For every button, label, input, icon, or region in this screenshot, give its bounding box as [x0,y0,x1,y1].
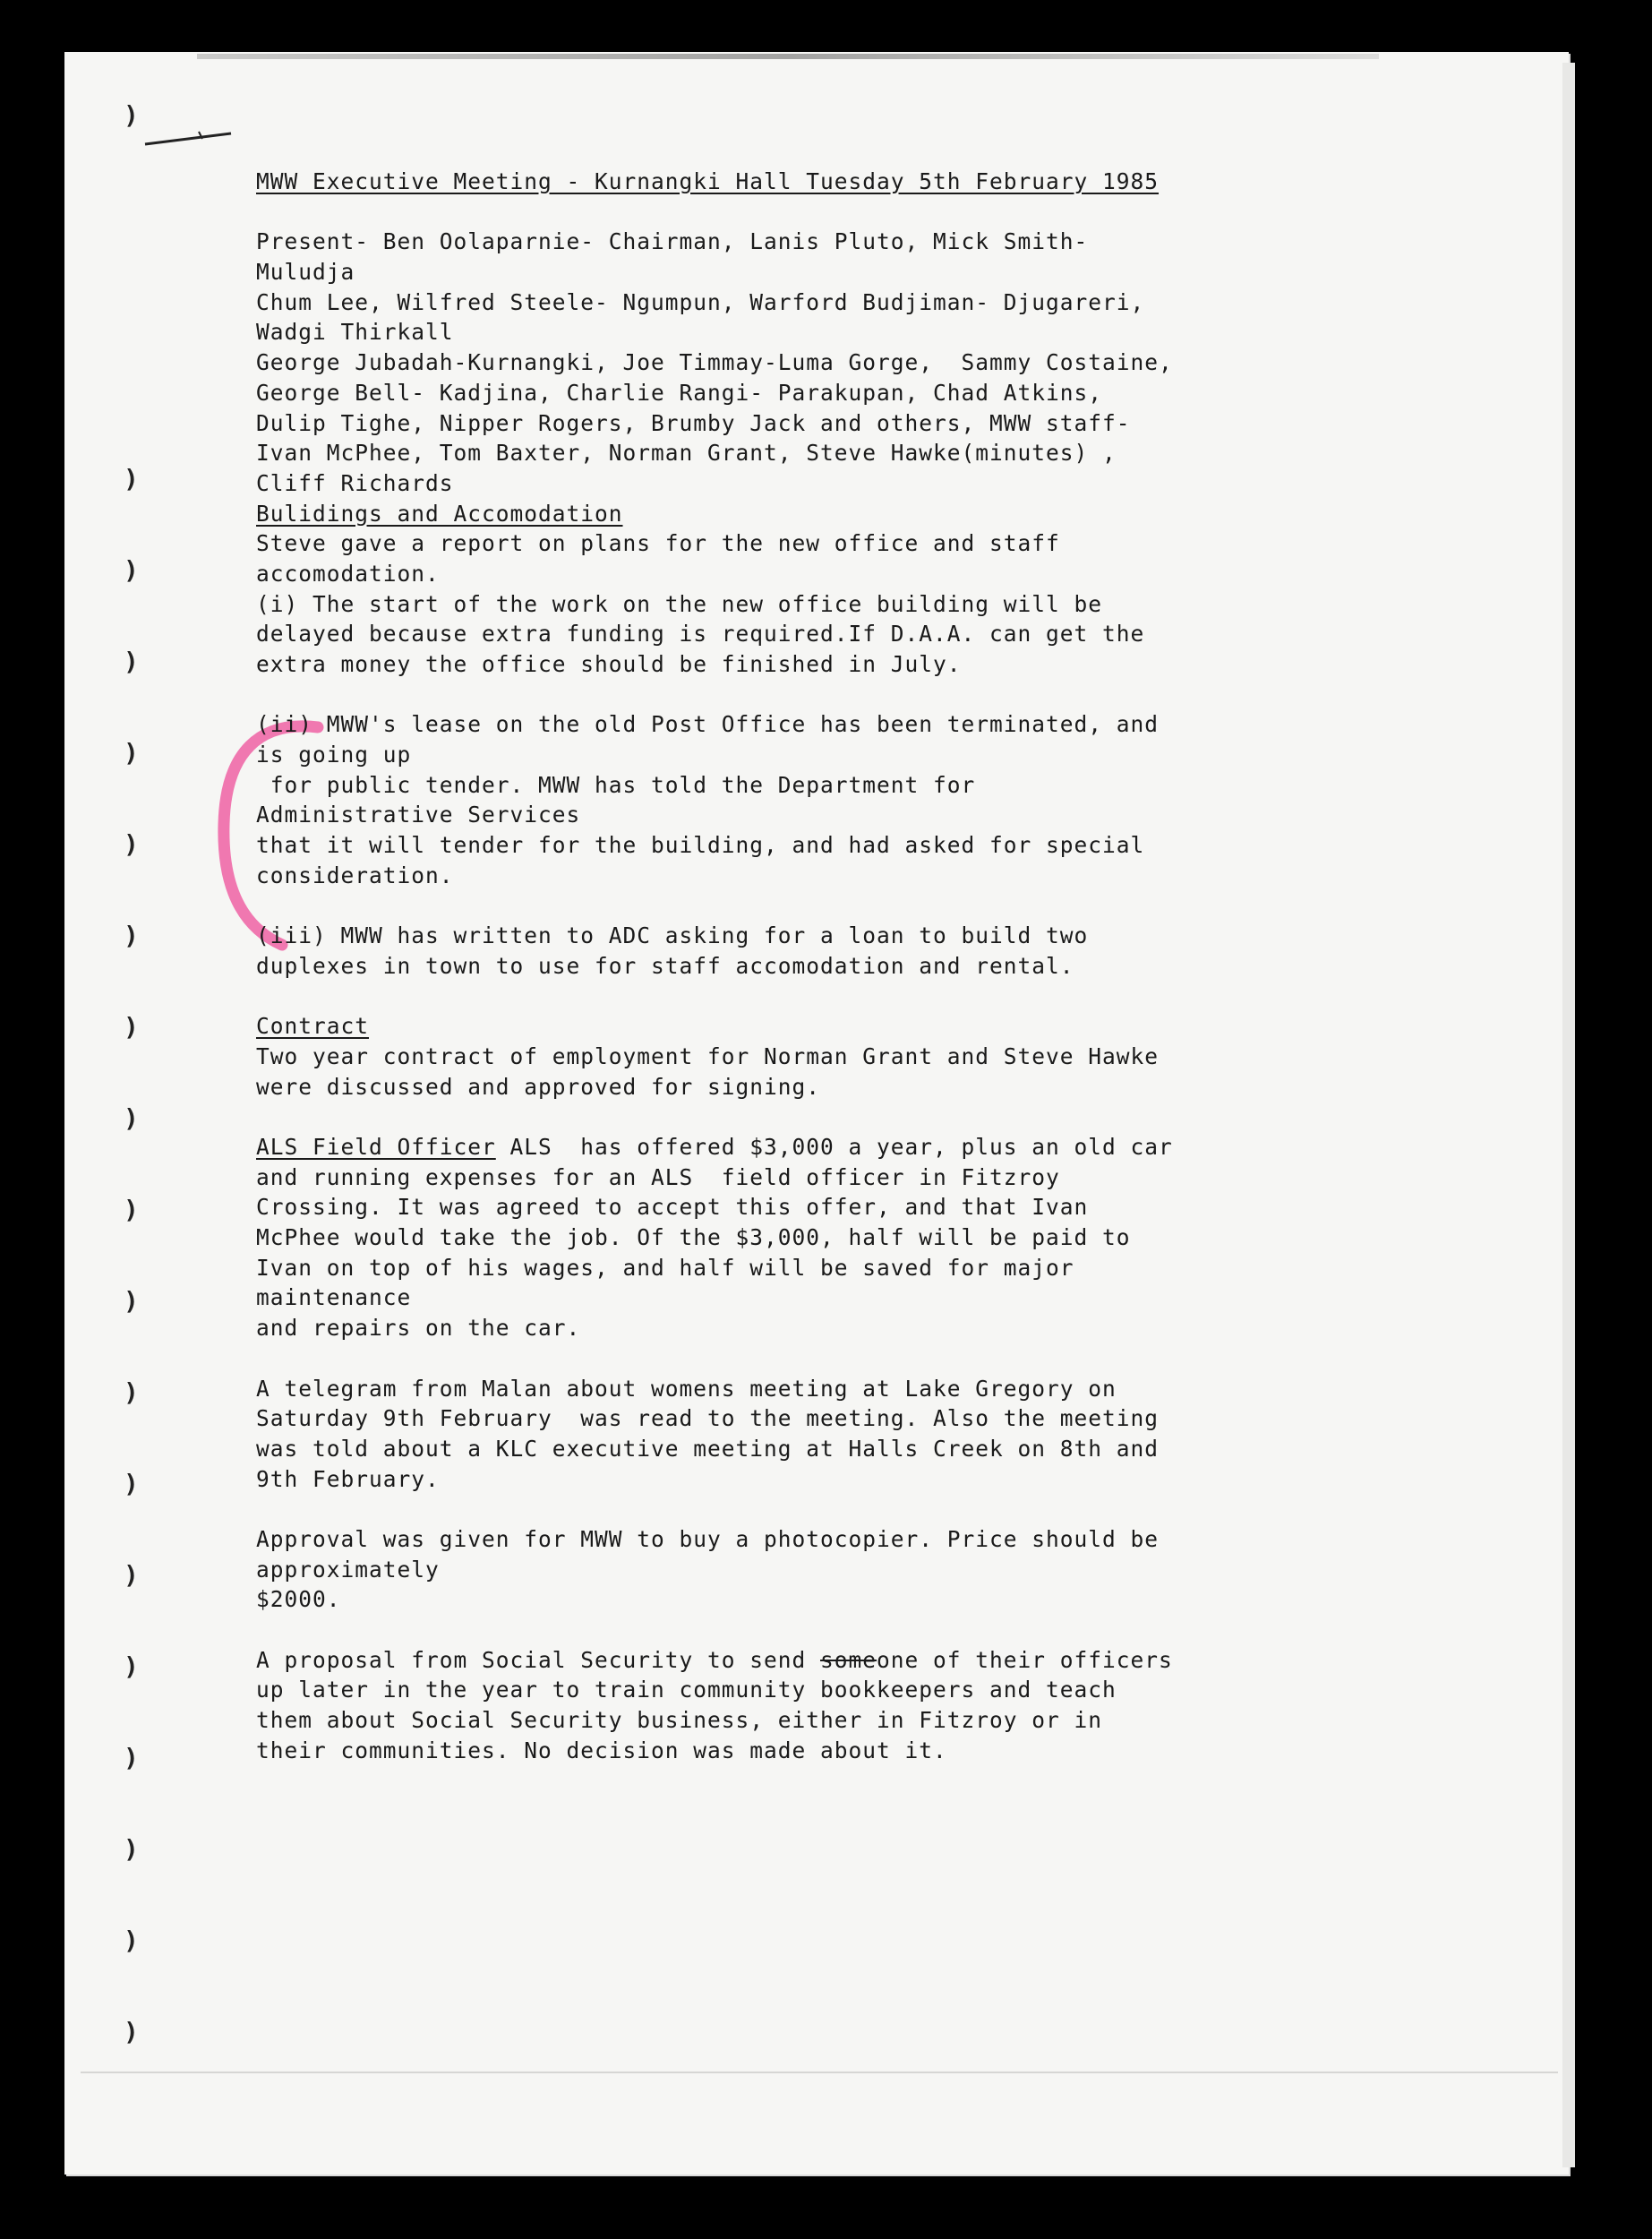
paragraph-line: A telegram from Malan about womens meeting at Lake Gregory on [256,1375,1117,1402]
paragraph-line: that it will tender for the building, and had asked for special [256,832,1145,859]
paragraph-line: maintenance [256,1284,412,1311]
binder-hole-icon: ) [124,1469,139,1498]
attendees-line: Chum Lee, Wilfred Steele- Ngumpun, Warford Budjiman- Djugareri, [256,288,1145,315]
binder-hole-icon: ) [124,2017,139,2046]
binder-hole-icon: ) [124,829,139,859]
paragraph-line: Crossing. It was agreed to accept this offer, and that Ivan [256,1194,1089,1221]
paragraph-line: were discussed and approved for signing. [256,1073,821,1100]
paragraph-text: A proposal from Social Security to send [256,1646,821,1673]
attendees-line: Dulip Tighe, Nipper Rogers, Brumby Jack and others, MWW staff- [256,409,1131,436]
binder-hole-icon: ) [124,1743,139,1772]
paragraph-line: and running expenses for an ALS field officer in Fitzroy [256,1163,1060,1190]
paragraph-text: ALS has offered $3,000 a year, plus an old car [495,1134,1173,1160]
page-edge [1562,63,1575,2167]
attendees-line: Ivan McPhee, Tom Baxter, Norman Grant, Steve Hawke(minutes) , [256,440,1117,467]
paragraph-line: (i) The start of the work on the new office building will be [256,590,1103,617]
paragraph-line: their communities. No decision was made about it. [256,1737,947,1763]
binder-hole-icon: ) [124,555,139,585]
paragraph-line: $2000. [256,1586,341,1613]
binder-hole-icon: ) [124,1377,139,1407]
paragraph-line: Steve gave a report on plans for the new office and staff [256,530,1060,557]
paragraph-line: up later in the year to train community bookkeepers and teach [256,1677,1117,1703]
pen-stroke-mark [143,130,233,148]
paragraph-line: delayed because extra funding is required.If D.A.A. can get the [256,621,1145,648]
paragraph-line: was told about a KLC executive meeting at Halls Creek on 8th and [256,1435,1160,1462]
binder-hole-icon: ) [124,1286,139,1316]
binder-hole-icon: ) [124,1926,139,1955]
section-heading: Contract [256,1013,370,1040]
paragraph-line: Ivan on top of his wages, and half will be saved for major [256,1254,1074,1281]
attendees-line: George Jubadah-Kurnangki, Joe Timmay-Luma Gorge, Sammy Costaine, [256,349,1173,376]
binder-hole-icon: ) [124,1560,139,1590]
paragraph-line: them about Social Security business, either in Fitzroy or in [256,1707,1103,1734]
paragraph-line: for public tender. MWW has told the Department for [256,771,976,798]
paragraph-line: McPhee would take the job. Of the $3,000, half will be paid to [256,1224,1131,1251]
meeting-minutes [256,167,1545,1765]
section-heading: Bulidings and Accomodation [256,500,623,527]
page-bottom-line [81,2072,1558,2073]
binder-hole-icon: ) [124,1195,139,1224]
binder-hole-icon: ) [124,738,139,768]
binder-hole-icon: ) [124,1834,139,1864]
section-heading: ALS Field Officer [256,1134,496,1160]
als-section [256,1132,1545,1343]
paragraph-text: one of their officers [877,1646,1173,1673]
binder-hole-icon: ) [124,647,139,676]
page-title: MWW Executive Meeting - Kurnangki Hall Tuesday 5th February 1985 [256,168,1160,194]
paragraph-line: and repairs on the car. [256,1315,581,1342]
telegram-section [256,1374,1545,1495]
paragraph-line: Saturday 9th February was read to the meeting. Also the meeting [256,1405,1160,1432]
paragraph-line: 9th February. [256,1465,440,1492]
social-security-section [256,1645,1545,1766]
paragraph-line: is going up [256,742,412,768]
attendees-line: Present- Ben Oolaparnie- Chairman, Lanis Pluto, Mick Smith- [256,228,1089,255]
photocopier-section [256,1524,1545,1615]
binder-hole-icon: ) [124,100,139,130]
paragraph-line: consideration. [256,862,454,888]
binder-hole-icon: ) [124,464,139,493]
paragraph-line: Administrative Services [256,802,581,828]
paragraph-line: (ii) MWW's lease on the old Post Office has been terminated, and [256,711,1160,738]
attendees-section [256,227,1545,498]
top-smudge [197,54,1379,59]
struck-text: some [820,1646,877,1673]
paragraph-line: duplexes in town to use for staff accomodation and rental. [256,952,1074,979]
binder-hole-icon: ) [124,1103,139,1133]
buildings-section [256,499,1545,982]
binder-hole-icon: ) [124,1012,139,1042]
paragraph-line: Two year contract of employment for Norman Grant and Steve Hawke [256,1042,1160,1069]
attendees-line: Muludja [256,259,355,286]
paragraph-line: approximately [256,1556,440,1583]
contract-section [256,1011,1545,1102]
attendees-line: Wadgi Thirkall [256,319,454,346]
paragraph-line: Approval was given for MWW to buy a photocopier. Price should be [256,1525,1160,1552]
binder-hole-icon: ) [124,1651,139,1681]
paragraph-line: extra money the office should be finished in July. [256,651,962,677]
attendees-line: George Bell- Kadjina, Charlie Rangi- Parakupan, Chad Atkins, [256,379,1103,406]
paragraph-line: accomodation. [256,560,440,587]
paragraph-line: (iii) MWW has written to ADC asking for a loan to build two [256,922,1089,949]
binder-hole-icon: ) [124,921,139,950]
attendees-line: Cliff Richards [256,469,454,496]
